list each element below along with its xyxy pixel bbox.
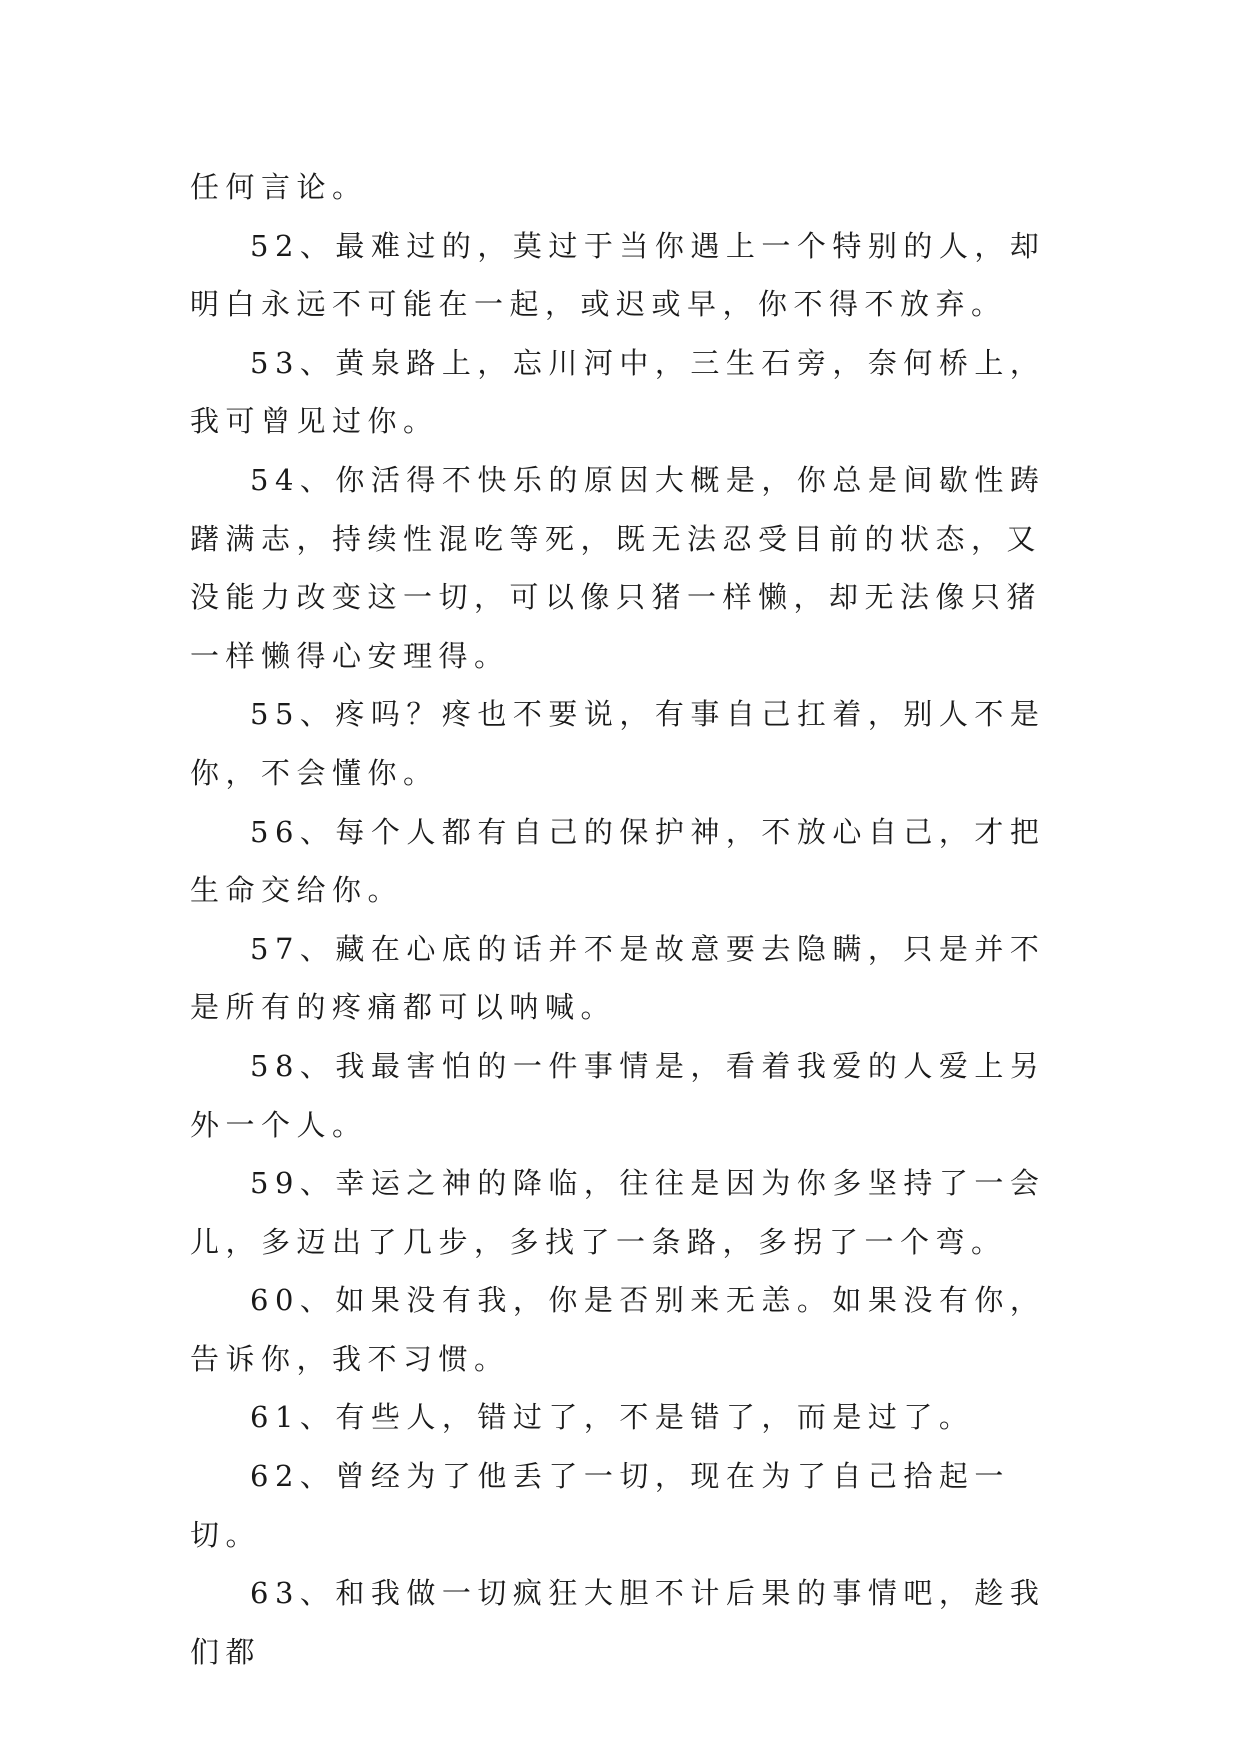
text-body xyxy=(190,158,1070,1681)
paragraph-61: 61、有些人，错过了，不是错了，而是过了。 xyxy=(250,1400,975,1435)
paragraph-57: 57、藏在心底的话并不是故意要去隐瞒，只是并不是所有的疼痛都可以呐喊。 xyxy=(190,931,1046,1025)
paragraph-62: 62、曾经为了他丢了一切，现在为了自己拾起一切。 xyxy=(190,1459,1010,1552)
paragraph-continuation: 任何言论。 xyxy=(190,170,368,204)
paragraph-56: 56、每个人都有自己的保护神，不放心自己，才把生命交给你。 xyxy=(190,814,1046,908)
paragraph-60: 60、如果没有我，你是否别来无恙。如果没有你，告诉你，我不习惯。 xyxy=(190,1283,1046,1376)
paragraph-53: 53、黄泉路上，忘川河中，三生石旁，奈何桥上，我可曾见过你。 xyxy=(190,345,1046,439)
paragraph-59: 59、幸运之神的降临，往往是因为你多坚持了一会儿，多迈出了几步，多找了一条路，多拐了一个弯。 xyxy=(190,1166,1046,1259)
paragraph-63: 63、和我做一切疯狂大胆不计后果的事情吧，趁我们都 xyxy=(190,1576,1046,1669)
paragraph-55: 55、疼吗？疼也不要说，有事自己扛着，别人不是你，不会懂你。 xyxy=(190,697,1046,790)
paragraph-58: 58、我最害怕的一件事情是，看着我爱的人爱上另外一个人。 xyxy=(190,1048,1046,1142)
paragraph-54: 54、你活得不快乐的原因大概是，你总是间歇性踌躇满志，持续性混吃等死，既无法忍受目前的状态，又没能力改变这一切，可以像只猪一样懒，却无法像只猪一样懒得心安理得。 xyxy=(190,462,1046,673)
paragraph-52: 52、最难过的，莫过于当你遇上一个特别的人，却明白永远不可能在一起，或迟或早，你不得不放弃。 xyxy=(190,228,1046,322)
